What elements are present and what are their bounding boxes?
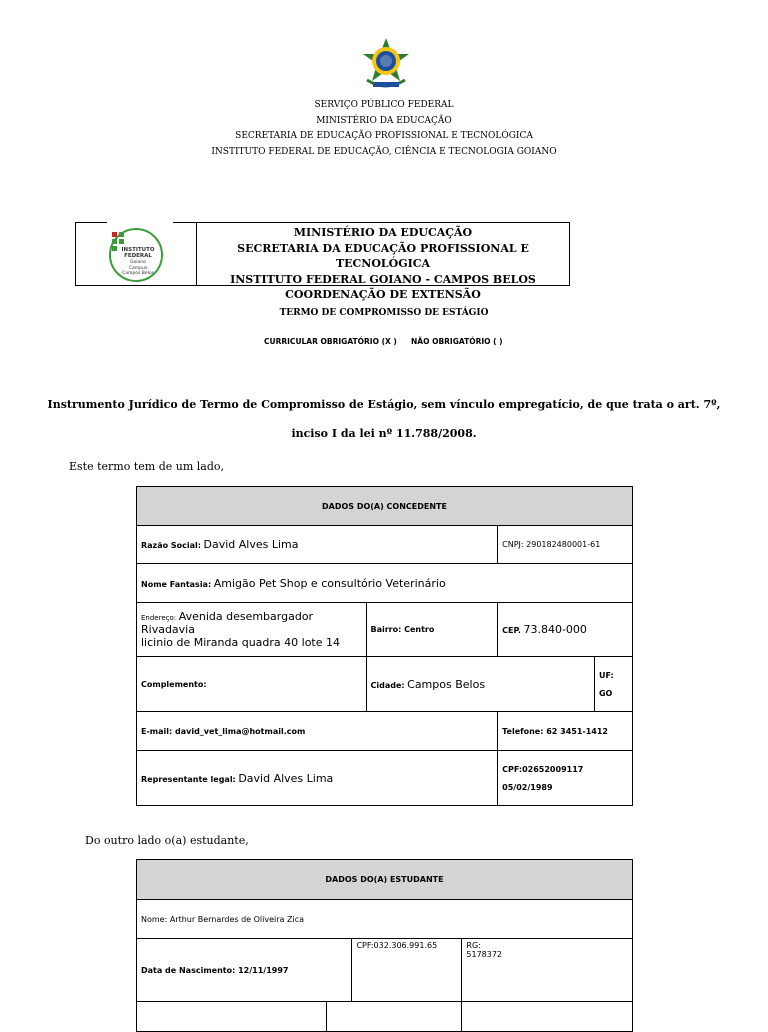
header-line: INSTITUTO FEDERAL DE EDUCAÇÃO, CIÊNCIA E TECNOLOGIA GOIANO [211, 146, 557, 157]
logo-text: Campos Belos [122, 271, 154, 276]
representante-value: David Alves Lima [238, 771, 334, 785]
estudante-table [136, 859, 633, 1032]
cidade-value: Campos Belos [407, 677, 486, 691]
brazil-coat-of-arms [359, 36, 413, 92]
nascimento-cell: Data de Nascimento: 12/11/1997 [137, 939, 352, 1002]
rep-cpf: CPF:02652009117 [502, 764, 584, 774]
option-optional: NÃO OBRIGATÓRIO ( ) [411, 337, 503, 346]
endereco-value-1: Avenida desembargador Rivadavia [141, 610, 314, 636]
logo-text: Campus [128, 266, 148, 271]
rep-cpf-cell [498, 751, 633, 806]
empty-cell [326, 1002, 462, 1032]
institution-line: SECRETARIA DA EDUCAÇÃO PROFISSIONAL E TECNOLÓGICA [237, 241, 529, 270]
complemento-cell: Complemento: [137, 657, 367, 712]
institution-text [197, 225, 569, 303]
nome-fantasia-value: Amigão Pet Shop e consultório Veterinário [213, 576, 446, 590]
institution-line: INSTITUTO FEDERAL GOIANO - CAMPOS BELOS [230, 272, 536, 286]
nome-fantasia-label: Nome Fantasia: [141, 579, 212, 589]
cidade-label: Cidade: [370, 680, 405, 690]
instrument-line-2: inciso I da lei nº 11.788/2008. [291, 427, 477, 440]
header-line: SERVIÇO PÚBLICO FEDERAL [314, 100, 454, 110]
border-gap [107, 221, 173, 223]
cnpj-cell: CNPJ: 290182480001-61 [498, 526, 633, 564]
institute-logo-cell [76, 223, 197, 285]
cep-cell [498, 603, 633, 657]
rg-label: RG: [466, 941, 481, 950]
telefone-cell: Telefone: 62 3451-1412 [498, 712, 633, 751]
institution-line: MINISTÉRIO DA EDUCAÇÃO [293, 226, 473, 239]
estudante-cpf-cell: CPF:032.306.991.65 [352, 939, 462, 1002]
cidade-cell [366, 657, 594, 712]
institution-line: COORDENAÇÃO DE EXTENSÃO [285, 288, 481, 301]
institute-logo [76, 223, 196, 285]
endereco-cell [137, 603, 367, 657]
intro-student: Do outro lado o(a) estudante, [85, 834, 249, 847]
logo-text: FEDERAL [124, 253, 152, 259]
empty-cell [137, 1002, 327, 1032]
endereco-value-2: licinio de Miranda quadra 40 lote 14 [141, 636, 341, 649]
option-mandatory: CURRICULAR OBRIGATÓRIO (X ) [264, 337, 397, 346]
estudante-heading: DADOS DO(A) ESTUDANTE [137, 860, 633, 900]
razao-social-cell [137, 526, 498, 564]
uf-label: UF: [598, 670, 614, 680]
intro-company: Este termo tem de um lado, [69, 460, 224, 473]
cep-label: CEP. [502, 626, 521, 635]
government-header [0, 98, 768, 160]
empty-cell [462, 1002, 633, 1032]
uf-cell [594, 657, 632, 712]
header-line: SECRETARIA DE EDUCAÇÃO PROFISSIONAL E TECNOLÓGICA [235, 131, 533, 141]
rep-birth: 05/02/1989 [502, 782, 553, 792]
representante-label: Representante legal: [141, 774, 236, 784]
nome-fantasia-cell [137, 564, 633, 603]
razao-social-label: Razão Social: [141, 541, 201, 550]
instrument-line-1: Instrumento Jurídico de Termo de Compromisso de Estágio, sem vínculo empregatício, de que trata o art. 7º, [47, 398, 721, 411]
rg-cell [462, 939, 633, 1002]
document-title: TERMO DE COMPROMISSO DE ESTÁGIO [279, 308, 489, 318]
logo-text: INSTITUTO [121, 247, 155, 253]
concedente-table [136, 486, 633, 806]
cep-value: 73.840-000 [523, 623, 587, 636]
email-cell: E-mail: david_vet_lima@hotmail.com [137, 712, 498, 751]
estudante-nome-cell: Nome: Arthur Bernardes de Oliveira Zica [137, 900, 633, 939]
razao-social-value: David Alves Lima [203, 538, 299, 551]
endereco-label: Endereço: [141, 614, 177, 622]
bairro-cell: Bairro: Centro [366, 603, 498, 657]
concedente-heading: DADOS DO(A) CONCEDENTE [137, 487, 633, 526]
uf-value: GO [598, 688, 613, 698]
representante-cell [137, 751, 498, 806]
header-line: MINISTÉRIO DA EDUCAÇÃO [316, 115, 452, 126]
rg-value: 5178372 [466, 950, 503, 959]
institution-box [75, 222, 570, 301]
logo-text: Goiano [130, 260, 146, 265]
